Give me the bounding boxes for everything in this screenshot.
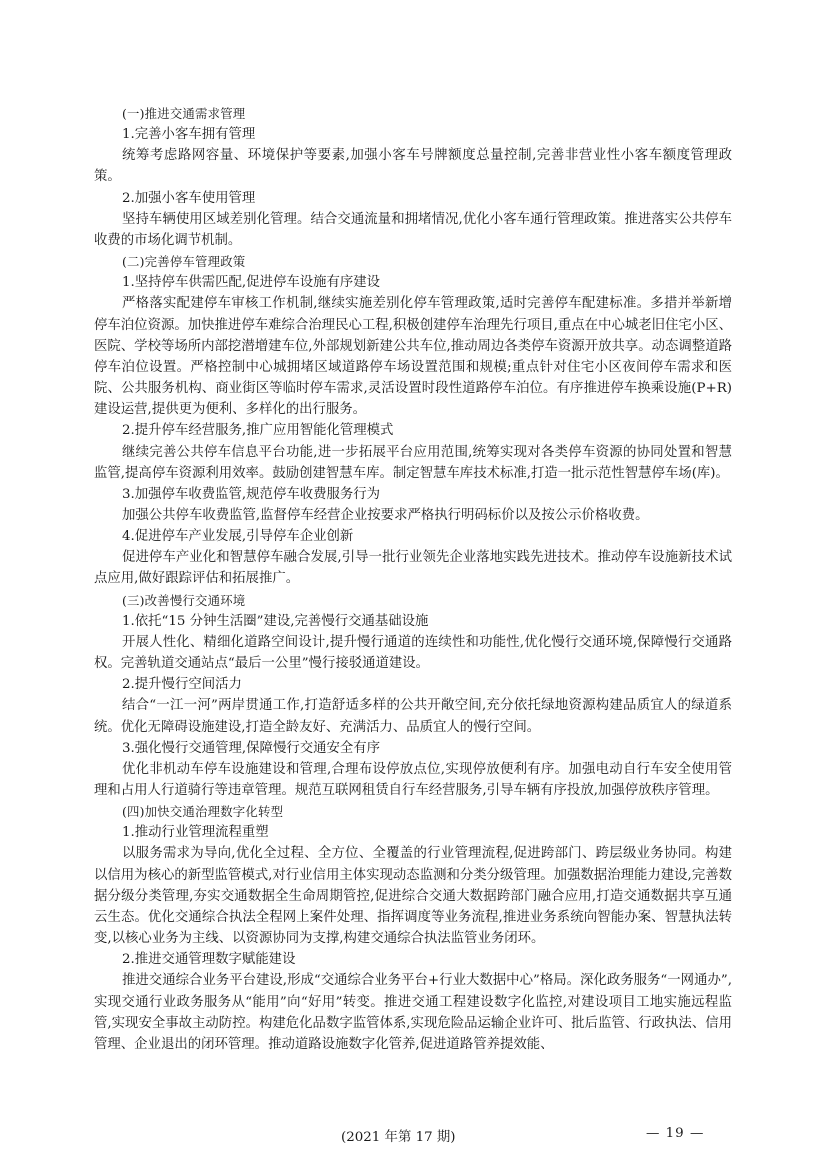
subsection-heading: 1.完善小客车拥有管理: [122, 127, 256, 143]
section-heading: (三)改善慢行交通环境: [122, 592, 246, 608]
section-heading: (四)加快交通治理数字化转型: [122, 804, 284, 820]
paragraph: 继续完善公共停车信息平台功能,进一步拓展平台应用范围,统筹实现对各类停车资源的协同处置和智慧监管,提高停车资源利用效率。鼓励创建智慧车库。制定智慧车库技术标准,打造一批示范性智慧停车场(库)。: [94, 444, 732, 481]
paragraph: 坚持车辆使用区域差别化管理。结合交通流量和拥堵情况,优化小客车通行管理政策。推进落实公共停车收费的市场化调节机制。: [94, 211, 732, 248]
issue-label: (2021 年第 17 期): [341, 1130, 456, 1145]
subsection-heading: 3.强化慢行交通管理,保障慢行交通安全有序: [122, 740, 381, 756]
paragraph: 优化非机动车停车设施建设和管理,合理布设停放点位,实现停放便利有序。加强电动自行车安全使用管理和占用人行道骑行等违章管理。规范互联网租赁自行车经营服务,引导车辆有序投放,加强停放秩序管理。: [94, 761, 732, 798]
subsection-heading: 1.坚持停车供需匹配,促进停车设施有序建设: [122, 275, 381, 291]
subsection-heading: 1.依托“15 分钟生活圈”建设,完善慢行交通基础设施: [122, 613, 429, 629]
paragraph: 以服务需求为导向,优化全过程、全方位、全覆盖的行业管理流程,促进跨部门、跨层级业务协同。构建以信用为核心的新型监管模式,对行业信用主体实现动态监测和分类分级管理。加强数据治理能力建设,完善数据分级分类管理,夯实交通数据全生命周期管控,促进综合交通大数据跨部门融合应用,打造交通数据共享互通云生态。优化交通综合执法全程网上案件处理、指挥调度等业务流程,推进业务系统向智能办案、智慧执法转变,以核心业务为主线、以资源协同为支撑,构建交通综合执法监管业务闭环。: [94, 846, 732, 947]
document-body: [94, 103, 732, 1055]
paragraph: 促进停车产业化和智慧停车融合发展,引导一批行业领先企业落地实践先进技术。推动停车设施新技术试点应用,做好跟踪评估和拓展推广。: [94, 550, 732, 587]
subsection-heading: 2.推进交通管理数字赋能建设: [122, 952, 296, 968]
paragraph: 统筹考虑路网容量、环境保护等要素,加强小客车号牌额度总量控制,完善非营业性小客车额度管理政策。: [94, 148, 732, 185]
page-number: — 19 —: [646, 1126, 705, 1141]
subsection-heading: 4.促进停车产业发展,引导停车企业创新: [122, 529, 354, 545]
paragraph: 结合“一江一河”两岸贯通工作,打造舒适多样的公共开敞空间,充分依托绿地资源构建品质宜人的绿道系统。优化无障碍设施建设,打造全龄友好、充满活力、品质宜人的慢行空间。: [94, 698, 732, 735]
subsection-heading: 1.推动行业管理流程重塑: [122, 825, 269, 841]
paragraph: 加强公共停车收费监管,监督停车经营企业按要求严格执行明码标价以及按公示价格收费。: [122, 507, 649, 523]
paragraph: 推进交通综合业务平台建设,形成“交通综合业务平台+行业大数据中心”格局。深化政务服务“一网通办”,实现交通行业政务服务从“能用”向“好用”转变。推进交通工程建设数字化监控,对建设项目工地实施远程监管,实现安全事故主动防控。构建危化品数字监管体系,实现危险品运输企业许可、批后监管、行政执法、信用管理、企业退出的闭环管理。推动道路设施数字化管养,促进道路管养提效能、: [94, 973, 732, 1052]
subsection-heading: 2.提升停车经营服务,推广应用智能化管理模式: [122, 423, 394, 439]
section-heading: (一)推进交通需求管理: [122, 106, 246, 121]
subsection-heading: 2.加强小客车使用管理: [122, 190, 256, 206]
subsection-heading: 3.加强停车收费监管,规范停车收费服务行为: [122, 486, 381, 502]
subsection-heading: 2.提升慢行空间活力: [122, 677, 242, 693]
section-heading: (二)完善停车管理政策: [122, 254, 246, 270]
paragraph: 开展人性化、精细化道路空间设计,提升慢行通道的连续性和功能性,优化慢行交通环境,保障慢行交通路权。完善轨道交通站点“最后一公里”慢行接驳通道建设。: [94, 634, 732, 672]
paragraph: 严格落实配建停车审核工作机制,继续实施差别化停车管理政策,适时完善停车配建标准。多措并举新增停车泊位资源。加快推进停车难综合治理民心工程,积极创建停车治理先行项目,重点在中心城老旧住宅小区、医院、学校等场所内部挖潜增建车位,外部规划新建公共车位,推动周边各类停车资源开放共享。动态调整道路停车泊位设置。严格控制中心城拥堵区域道路停车场设置范围和规模;重点针对住宅小区夜间停车需求和医院、公共服务机构、商业街区等临时停车需求,灵活设置时段性道路停车泊位。有序推进停车换乘设施(P+R)建设运营,提供更为便利、多样化的出行服务。: [94, 296, 732, 418]
